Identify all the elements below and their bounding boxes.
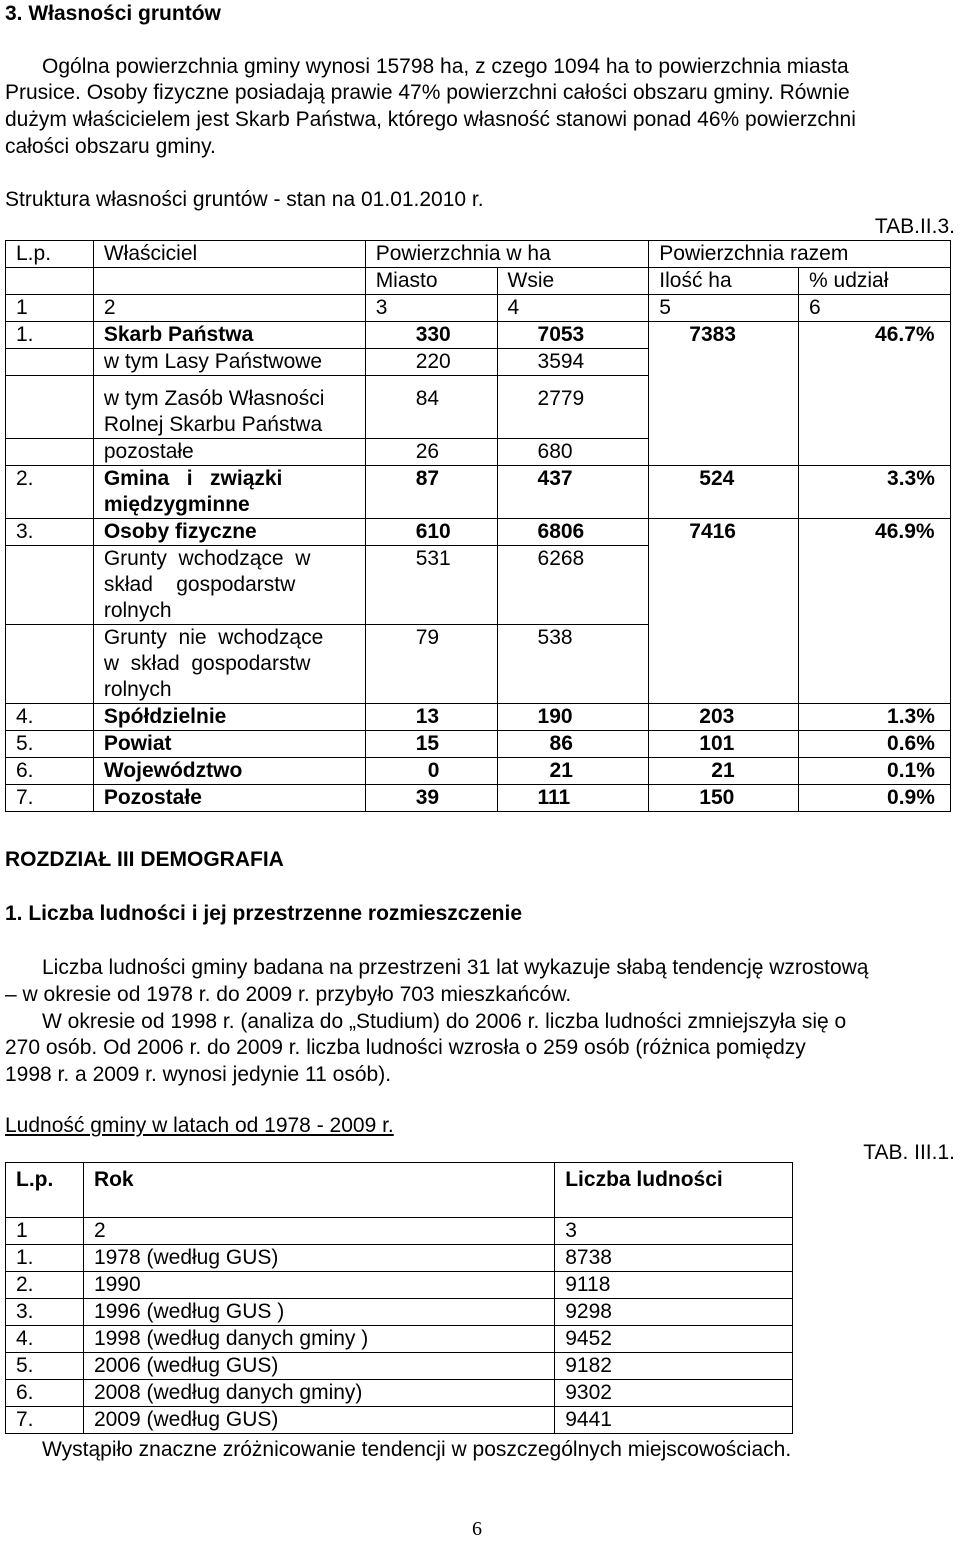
table-row: 2. 1990 9118 bbox=[6, 1272, 793, 1299]
subsection-heading: 1. Liczba ludności i jej przestrzenne rozmieszczenie bbox=[5, 902, 522, 925]
page-number: 6 bbox=[472, 1518, 482, 1540]
section-heading: 3. Własności gruntów bbox=[5, 2, 221, 25]
paragraph-line: – w okresie od 1978 r. do 2009 r. przybyło 703 mieszkańców. bbox=[5, 983, 572, 1006]
header-city: Miasto bbox=[365, 268, 497, 295]
header-population: Liczba ludności bbox=[555, 1163, 793, 1218]
table-row: 4. 1998 (według danych gminy ) 9452 bbox=[6, 1326, 793, 1353]
table-row: 5. Powiat 15 86 101 0.6% bbox=[6, 731, 951, 758]
header-year: Rok bbox=[83, 1163, 554, 1218]
header-lp: L.p. bbox=[6, 1163, 84, 1218]
table-header-row bbox=[6, 1163, 793, 1218]
table-colnum-row: 1 2 3 4 5 6 bbox=[6, 295, 951, 322]
table-row: 4. Spółdzielnie 13 190 203 1.3% bbox=[6, 704, 951, 731]
table-row: w tym Zasób Własności Rolnej Skarbu Państwa 84 2779 bbox=[6, 376, 951, 439]
table-row: 6. 2008 (według danych gminy) 9302 bbox=[6, 1380, 793, 1407]
paragraph-line: całości obszaru gminy. bbox=[5, 135, 216, 158]
paragraph-line: Liczba ludności gminy badana na przestrzeni 31 lat wykazuje słabą tendencję wzrostową bbox=[42, 956, 869, 979]
header-lp: L.p. bbox=[6, 241, 94, 268]
paragraph-line: W okresie od 1998 r. (analiza do „Studium) do 2006 r. liczba ludności zmniejszyła się o bbox=[42, 1010, 847, 1033]
table-row: 5. 2006 (według GUS) 9182 bbox=[6, 1353, 793, 1380]
paragraph-line: 270 osób. Od 2006 r. do 2009 r. liczba ludności wzrosła o 259 osób (różnica pomiędzy bbox=[5, 1036, 806, 1059]
header-village: Wsie bbox=[497, 268, 649, 295]
chapter-title: ROZDZIAŁ III DEMOGRAFIA bbox=[5, 848, 284, 871]
paragraph-line: Prusice. Osoby fizyczne posiadają prawie 47% powierzchni całości obszaru gminy. Równie bbox=[5, 81, 850, 104]
table-header-row bbox=[6, 241, 951, 268]
table-row: 7. 2009 (według GUS) 9441 bbox=[6, 1407, 793, 1434]
population-table bbox=[5, 1162, 793, 1434]
table-note: Wystąpiło znaczne zróżnicowanie tendencji w poszczególnych miejscowościach. bbox=[42, 1438, 792, 1461]
header-total: Powierzchnia razem bbox=[649, 241, 951, 268]
table-row: Grunty wchodzące w skład gospodarstw rolnych 531 6268 bbox=[6, 546, 951, 625]
table-row: 3. 1996 (według GUS ) 9298 bbox=[6, 1299, 793, 1326]
table-row: Grunty nie wchodzące w skład gospodarstw rolnych 79 538 bbox=[6, 625, 951, 704]
table-row: 1. Skarb Państwa 330 7053 7383 46.7% bbox=[6, 322, 951, 349]
table-tag: TAB.II.3. bbox=[874, 215, 955, 238]
table-row: 2. Gmina i związki międzygminne 87 437 524 3.3% bbox=[6, 466, 951, 519]
table-row: 7. Pozostałe 39 111 150 0.9% bbox=[6, 785, 951, 812]
table-caption: Ludność gminy w latach od 1978 - 2009 r. bbox=[5, 1114, 394, 1137]
header-qty: Ilość ha bbox=[649, 268, 799, 295]
table-row: 1. 1978 (według GUS) 8738 bbox=[6, 1245, 793, 1272]
header-owner: Właściciel bbox=[93, 241, 365, 268]
table-caption: Struktura własności gruntów - stan na 01.01.2010 r. bbox=[5, 188, 484, 211]
table-row: 6. Województwo 0 21 21 0.1% bbox=[6, 758, 951, 785]
paragraph-line: Ogólna powierzchnia gminy wynosi 15798 ha, z czego 1094 ha to powierzchnia miasta bbox=[42, 55, 849, 78]
table-subheader-row bbox=[6, 268, 951, 295]
table-row: pozostałe 26 680 bbox=[6, 439, 951, 466]
paragraph-line: 1998 r. a 2009 r. wynosi jedynie 11 osób). bbox=[5, 1063, 392, 1086]
ownership-table bbox=[5, 240, 951, 812]
table-colnum-row: 1 2 3 bbox=[6, 1218, 793, 1245]
table-tag: TAB. III.1. bbox=[863, 1141, 955, 1164]
table-row: w tym Lasy Państwowe 220 3594 bbox=[6, 349, 951, 376]
header-share: % udział bbox=[799, 268, 951, 295]
header-area: Powierzchnia w ha bbox=[365, 241, 649, 268]
paragraph-line: dużym właścicielem jest Skarb Państwa, którego własność stanowi ponad 46% powierzchni bbox=[5, 108, 856, 131]
table-row: 3. Osoby fizyczne 610 6806 7416 46.9% bbox=[6, 519, 951, 546]
